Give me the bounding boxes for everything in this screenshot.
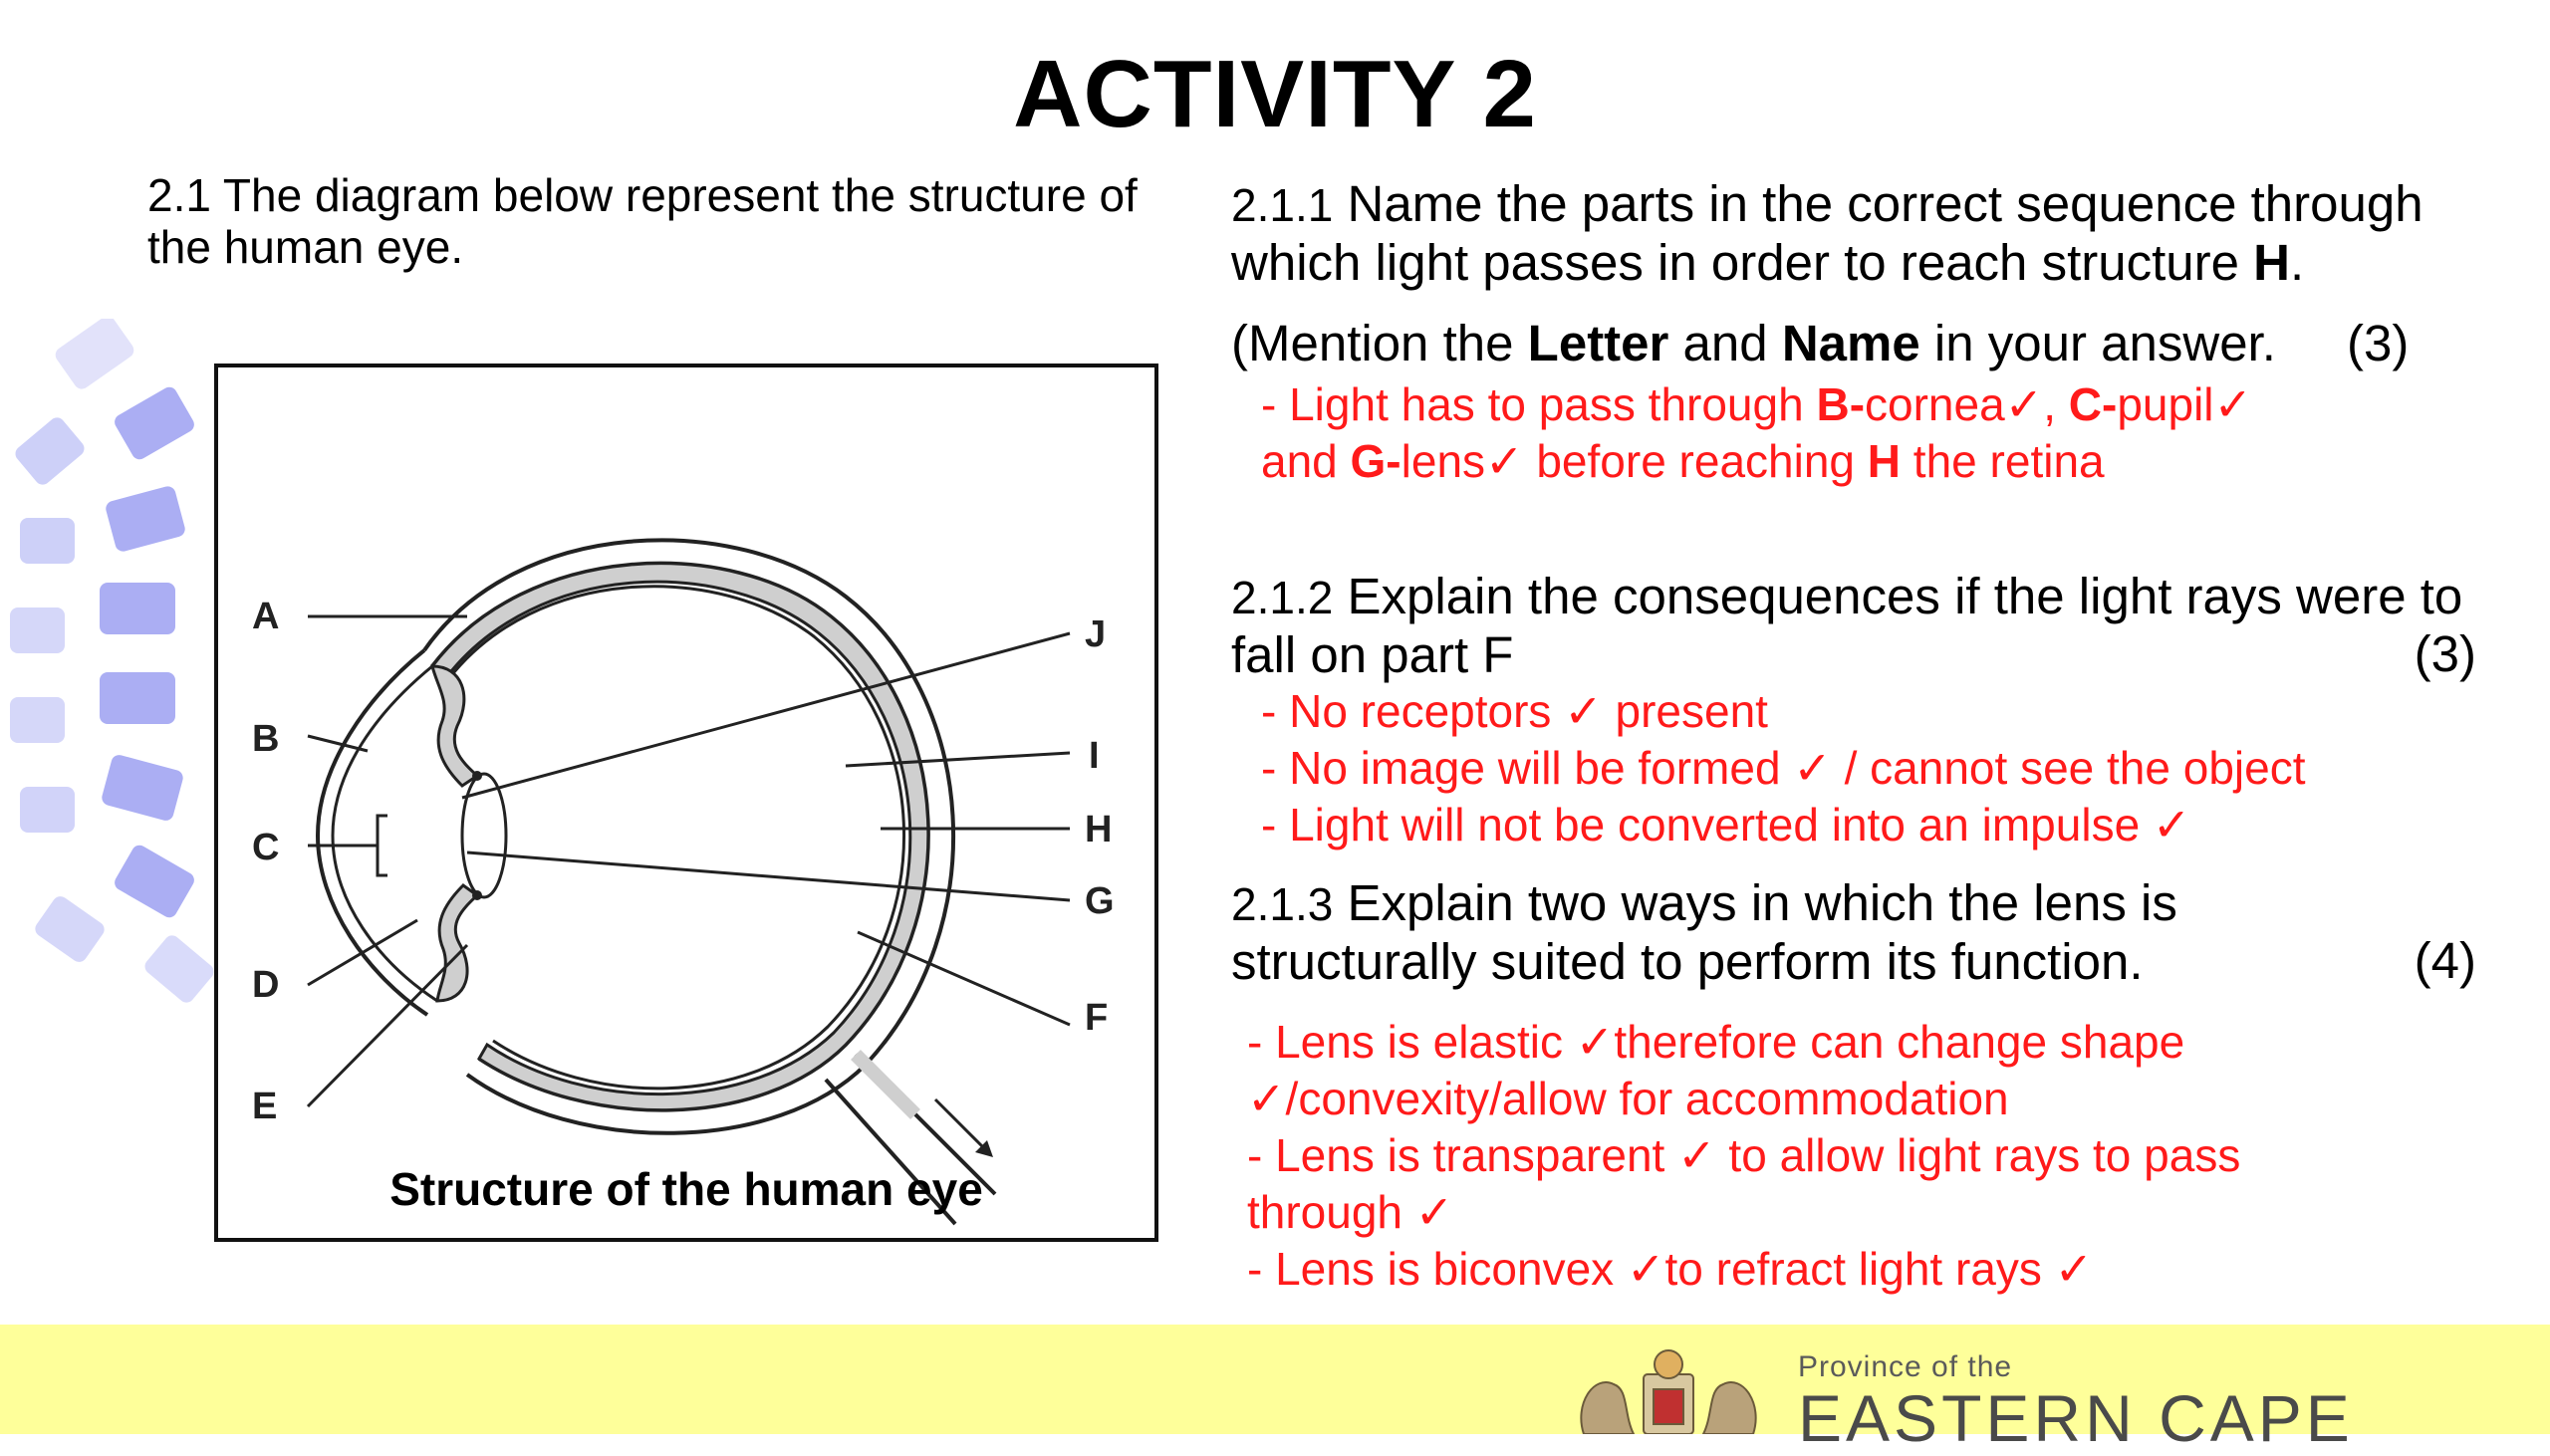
question-2-1-1: 2.1.1 Name the parts in the correct sequence through which light passes in order to reach structure H. [1231,175,2423,291]
answer-line: through ✓ [1247,1186,1454,1238]
label-e: E [252,1086,278,1127]
answer-line: - No receptors ✓ present [1261,685,1768,737]
answer-2-1-1: - Light has to pass through B-cornea✓, C-pupil✓ and G-lens✓ before reaching H the retina [1261,378,2253,487]
answer-line: - Lens is transparent ✓ to allow light rays to pass [1247,1129,2241,1181]
label-f: F [1085,997,1109,1039]
label-b: B [252,718,280,760]
label-d: D [252,964,280,1006]
label-g: G [1085,880,1115,922]
decorative-arc [0,319,219,1036]
intro-text: 2.1 The diagram below represent the structure of the human eye. [147,169,1138,273]
eye-diagram [214,364,1158,1242]
answer-line: - Light will not be converted into an impulse ✓ [1261,799,2191,850]
label-a: A [252,596,280,637]
answer-line: - Lens is biconvex ✓to refract light rays ✓ [1247,1243,2094,1295]
structure-h: H [2253,234,2290,291]
figure-caption: Structure of the human eye [389,1163,983,1215]
marks: (3) [2347,315,2410,371]
question-number: 2.1.1 [1231,179,1334,231]
question-text: Name the parts in the correct sequence through which light passes in order to reach structure [1231,175,2423,291]
label-j: J [1085,613,1107,655]
label-i: I [1089,735,1100,777]
answer-2-1-2 [1261,683,2306,853]
eye-drawing [218,367,1154,1238]
answer-line: ✓/convexity/allow for accommodation [1247,1073,2009,1124]
page-title: ACTIVITY 2 [1013,41,1537,147]
coat-of-arms-logo [1554,1344,1783,1434]
marks: (3) [2414,625,2476,682]
answer-2-1-3 [1247,1014,2240,1298]
footer-bar [0,1325,2550,1455]
footer-province-name: EASTERN CAPE [1798,1381,2354,1455]
label-c: C [252,827,280,868]
answer-line: - Lens is elastic ✓therefore can change shape [1247,1016,2185,1068]
question-2-1-3: 2.1.3 Explain two ways in which the lens is structurally suited to perform its function. (4) [1231,874,2476,990]
question-2-1-2: 2.1.2 Explain the consequences if the light rays were to fall on part F (3) [1231,568,2476,683]
question-2-1-1-instruction: (Mention the Letter and Name in your answer. (3) [1231,315,2410,371]
marks: (4) [2414,932,2476,989]
footer-province-text: Province of the [1798,1350,2013,1383]
label-h: H [1085,809,1113,850]
answer-line: - No image will be formed ✓ / cannot see the object [1261,742,2306,794]
